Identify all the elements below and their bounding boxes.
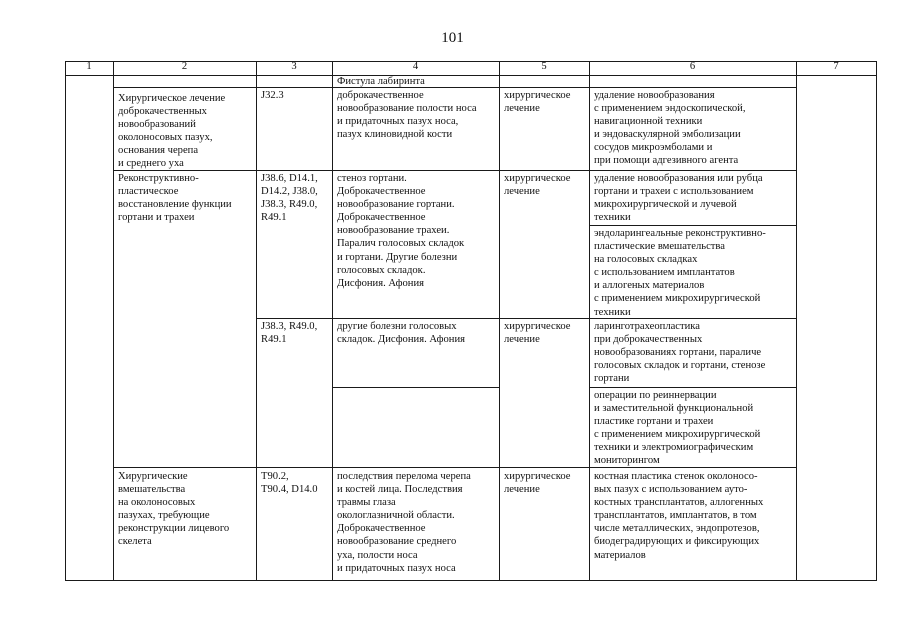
column-header-5: 5: [541, 61, 547, 72]
table-rule: [589, 387, 796, 388]
icd-code-cell: J38.6, D14.1, D14.2, J38.0, J38.3, R49.0, R49.1: [261, 173, 318, 224]
treatment-method-cell: костная пластика стенок околоносо- вых пазух с использованием ауто- костных трансплантатов, аллогенных трансплантатов, имплантатов, в том числе металлических, эндопротезов, биодеградирующих и фиксирующих материалов: [594, 471, 764, 561]
treatment-method-cell: эндоларингеальные реконструктивно- пластические вмешательства на голосовых складках с использованием имплантатов и аллогеных материалов с применением микрохирургической техники: [594, 228, 766, 318]
table-rule: [65, 580, 876, 581]
column-header-7: 7: [833, 61, 839, 72]
table-rule: [499, 61, 500, 581]
table-rule: [796, 61, 797, 581]
treatment-method-cell: ларинготрахеопластика при доброкачественных новообразованиях гортани, параличе голосовых складок и гортани, стенозе гортани: [594, 321, 766, 385]
diagnosis-cell: последствия перелома черепа и костей лица. Последствия травмы глаза окологлазничной области. Доброкачественное новообразование среднего уха, полости носа и придаточных пазух носа: [337, 471, 471, 574]
diagnosis-cell: доброкачественное новообразование полости носа и придаточных пазух носа, пазух клиновидной кости: [337, 90, 477, 141]
treatment-name-cell: Хирургические вмешательства на околоносовых пазухах, требующие реконструкции лицевого скелета: [118, 471, 230, 548]
table-rule: [113, 61, 114, 581]
treatment-name-cell: Реконструктивно- пластическое восстановление функции гортани и трахеи: [118, 173, 232, 224]
treatment-name-cell: Хирургическое лечение доброкачественных новообразований околоносовых пазух, основания черепа и среднего уха: [118, 93, 226, 170]
icd-code-cell: J32.3: [261, 90, 284, 101]
table-rule: [256, 61, 257, 581]
treatment-method-cell: удаление новообразования с применением эндоскопической, навигационной техники и эндоваскулярной эмболизации сосудов микроэмболами и при помощи адгезивного агента: [594, 90, 746, 167]
treatment-method-cell: операции по реиннервации и заместительной функциональной пластике гортани и трахеи с применением микрохирургической техники и электромиографическим мониторингом: [594, 390, 761, 467]
column-header-1: 1: [86, 61, 92, 72]
diagnosis-cell: другие болезни голосовых складок. Дисфония. Афония: [337, 321, 465, 346]
diagnosis-cell: стеноз гортани. Доброкачественное новообразование гортани. Доброкачественное новообразование трахеи. Паралич голосовых складок и гортани. Другие болезни голосовых складок. Дисфония. Афония: [337, 173, 465, 289]
diagnosis-cell: Фистула лабиринта: [337, 76, 425, 87]
page-number: 101: [441, 30, 464, 46]
column-header-4: 4: [412, 61, 419, 72]
icd-code-cell: T90.2, T90.4, D14.0: [261, 471, 318, 496]
table-rule: [589, 61, 590, 581]
column-header-2: 2: [181, 61, 188, 72]
table-rule: [332, 61, 333, 581]
treatment-type-cell: хирургическое лечение: [504, 173, 571, 198]
treatment-method-cell: удаление новообразования или рубца гортани и трахеи с использованием микрохирургической и лучевой техники: [594, 173, 763, 224]
table-rule: [65, 61, 66, 581]
table-rule: [589, 225, 796, 226]
table-rule: [113, 87, 796, 88]
table-rule: [332, 387, 499, 388]
table-rule: [876, 61, 877, 581]
column-header-6: 6: [689, 61, 696, 72]
column-header-3: 3: [291, 61, 297, 72]
treatment-type-cell: хирургическое лечение: [504, 471, 571, 496]
treatment-type-cell: хирургическое лечение: [504, 90, 571, 115]
icd-code-cell: J38.3, R49.0, R49.1: [261, 321, 318, 346]
table-rule: [65, 75, 876, 76]
treatment-type-cell: хирургическое лечение: [504, 321, 571, 346]
